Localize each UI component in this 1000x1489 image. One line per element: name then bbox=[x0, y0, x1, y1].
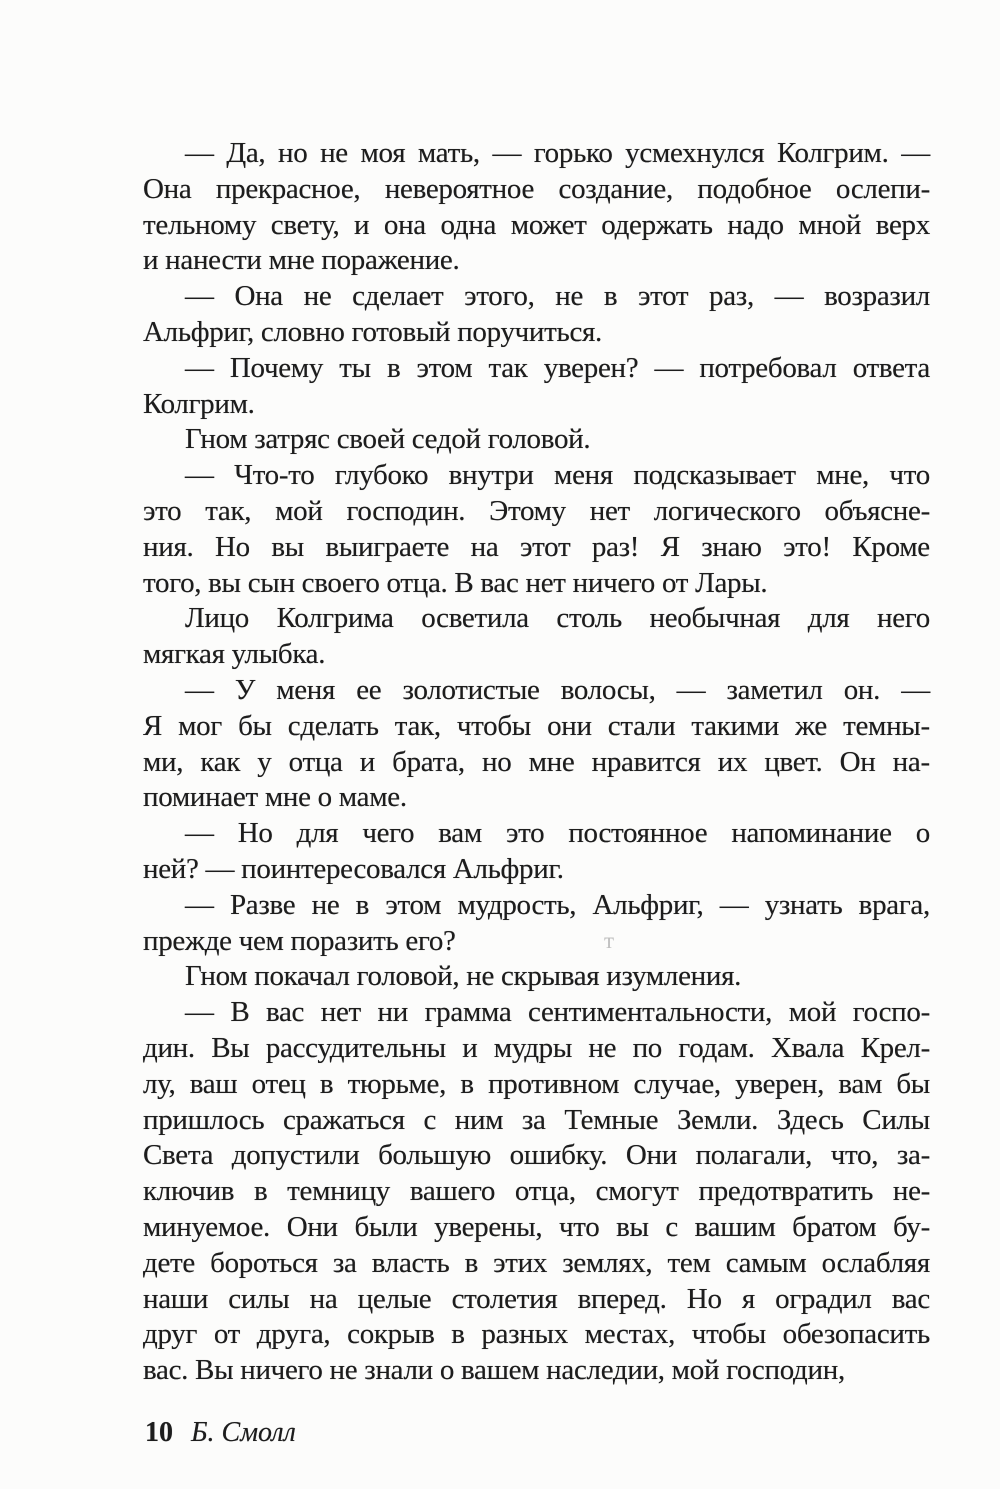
text-line: наши силы на целые столетия вперед. Но я оградил вас bbox=[143, 1282, 930, 1315]
text-line: Гном покачал головой, не скрывая изумления. bbox=[185, 960, 742, 993]
page-footer bbox=[145, 1416, 296, 1450]
scan-bleedthrough-artifact: т bbox=[604, 928, 625, 953]
text-line: Она прекрасное, невероятное создание, подобное ослепи- bbox=[143, 172, 930, 205]
text-line: друг от друга, сокрыв в разных местах, чтобы обезопасить bbox=[143, 1318, 930, 1351]
text-line: Я мог бы сделать так, чтобы они стали такими же темны- bbox=[143, 709, 930, 742]
text-line: пришлось сражаться с ним за Темные Земли. Здесь Силы bbox=[143, 1103, 930, 1136]
text-line: — Да, но не моя мать, — горько усмехнулся Колгрим. — bbox=[185, 137, 930, 169]
text-line: вас. Вы ничего не знали о вашем наследии, мой господин, bbox=[143, 1354, 845, 1387]
text-line: — Разве не в этом мудрость, Альфриг, — узнать врага, bbox=[185, 888, 930, 921]
text-line: Лицо Колгрима осветила столь необычная для него bbox=[185, 602, 930, 635]
text-line: ней? — поинтересовался Альфриг. bbox=[143, 852, 564, 885]
text-line: — В вас нет ни грамма сентиментальности, мой госпо- bbox=[185, 996, 930, 1029]
text-line: того, вы сын своего отца. В вас нет ничего от Лары. bbox=[143, 566, 768, 599]
text-line: Колгрим. bbox=[143, 387, 255, 420]
text-line: ми, как у отца и брата, но мне нравится их цвет. Он на- bbox=[143, 745, 930, 778]
text-line: тельному свету, и она одна может одержать надо мной верх bbox=[143, 208, 930, 241]
text-line: дете бороться за власть в этих землях, тем самым ослабляя bbox=[143, 1246, 930, 1279]
page-number: 10 bbox=[145, 1417, 173, 1448]
text-line: лу, ваш отец в тюрьме, в противном случае, уверен, вам бы bbox=[143, 1067, 930, 1100]
text-line: минуемое. Они были уверены, что вы с вашим братом бу- bbox=[143, 1210, 930, 1243]
text-line: мягкая улыбка. bbox=[143, 638, 326, 671]
text-line: это так, мой господин. Этому нет логического объясне- bbox=[143, 494, 930, 527]
text-line: поминает мне о маме. bbox=[143, 781, 407, 814]
text-line: — Что-то глубоко внутри меня подсказывает мне, что bbox=[185, 459, 930, 492]
text-line: прежде чем поразить его? bbox=[143, 924, 456, 957]
text-line: и нанести мне поражение. bbox=[143, 244, 460, 277]
text-line: ния. Но вы выиграете на этот раз! Я знаю это! Кроме bbox=[143, 530, 930, 563]
text-line: Света допустили большую ошибку. Они полагали, что, за- bbox=[143, 1139, 930, 1172]
text-line: Альфриг, словно готовый поручиться. bbox=[143, 315, 603, 348]
page-text bbox=[143, 136, 930, 1389]
text-line: дин. Вы рассудительны и мудры не по годам. Хвала Крел- bbox=[143, 1031, 930, 1064]
running-author: Б. Смолл bbox=[191, 1417, 296, 1448]
text-line: — Она не сделает этого, не в этот раз, — возразил bbox=[185, 280, 930, 313]
text-line: — У меня ее золотистые волосы, — заметил он. — bbox=[185, 673, 930, 706]
text-line: ключив в темницу вашего отца, смогут предотвратить не- bbox=[143, 1175, 930, 1208]
text-line: — Но для чего вам это постоянное напоминание о bbox=[185, 817, 930, 850]
text-line: — Почему ты в этом так уверен? — потребовал ответа bbox=[185, 351, 930, 384]
text-line: Гном затряс своей седой головой. bbox=[185, 423, 591, 456]
